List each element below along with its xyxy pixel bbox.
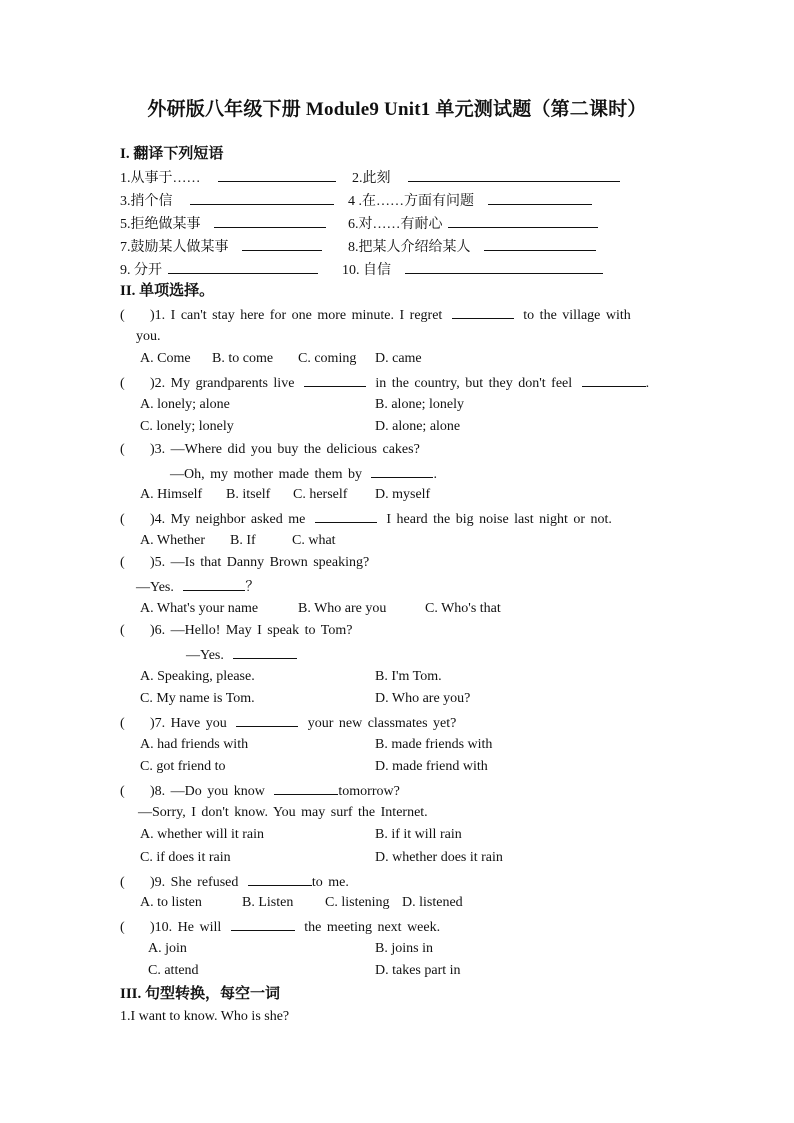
question-1 xyxy=(120,305,631,323)
question-stem: )10. He will xyxy=(150,920,222,935)
option-c[interactable]: C. coming xyxy=(298,351,357,366)
option-d[interactable]: D. came xyxy=(375,351,422,366)
phrase-label: 7.鼓励某人做某事 xyxy=(120,240,229,255)
question-3 xyxy=(120,441,420,459)
answer-blank[interactable] xyxy=(484,237,596,251)
option-d[interactable]: D. alone; alone xyxy=(375,419,461,434)
answer-paren[interactable]: ( xyxy=(120,784,125,799)
option-d[interactable]: D. listened xyxy=(402,895,463,910)
question-5-reply xyxy=(136,577,259,595)
answer-paren[interactable]: ( xyxy=(120,875,125,890)
option-b[interactable]: B. if it will rain xyxy=(375,827,462,842)
option-b[interactable]: B. alone; lonely xyxy=(375,397,465,412)
answer-blank[interactable] xyxy=(233,645,297,659)
answer-blank[interactable] xyxy=(236,713,298,727)
question-6-reply xyxy=(186,645,297,663)
phrase-item xyxy=(348,214,598,232)
option-b[interactable]: B. to come xyxy=(212,351,274,366)
option-b[interactable]: B. made friends with xyxy=(375,737,493,752)
answer-paren[interactable]: ( xyxy=(120,308,125,323)
answer-blank[interactable] xyxy=(242,237,322,251)
question-stem-end: I heard the big noise last night or not. xyxy=(386,512,612,527)
option-a[interactable]: A. lonely; alone xyxy=(140,397,230,412)
option-a[interactable]: A. What's your name xyxy=(140,601,259,616)
phrase-item xyxy=(348,191,592,209)
phrase-label: 4 .在……方面有问题 xyxy=(348,194,474,209)
section-1-heading: I. 翻译下列短语 xyxy=(120,146,224,162)
option-c[interactable]: C. My name is Tom. xyxy=(140,691,255,706)
answer-blank[interactable] xyxy=(183,577,245,591)
phrase-item xyxy=(352,168,620,186)
answer-blank[interactable] xyxy=(231,917,295,931)
option-c[interactable]: C. lonely; lonely xyxy=(140,419,234,434)
answer-blank[interactable] xyxy=(168,260,318,274)
question-stem: )5. —Is that Danny Brown speaking? xyxy=(150,555,370,570)
phrase-item xyxy=(348,237,596,255)
question-stem: )4. My neighbor asked me xyxy=(150,512,306,527)
reply-end: . xyxy=(433,467,437,482)
question-stem-end: tomorrow? xyxy=(338,784,400,799)
reply-text: —Oh, my mother made them by xyxy=(170,467,362,482)
phrase-label: 6.对……有耐心 xyxy=(348,217,443,232)
phrase-label: 5.拒绝做某事 xyxy=(120,217,201,232)
question-stem-end: . xyxy=(645,376,650,391)
phrase-label: 3.捎个信 xyxy=(120,194,173,209)
phrase-item xyxy=(342,260,603,278)
answer-blank[interactable] xyxy=(218,168,336,182)
phrase-label: 1.从事于…… xyxy=(120,171,201,186)
question-stem: )6. —Hello! May I speak to Tom? xyxy=(150,623,353,638)
answer-blank[interactable] xyxy=(405,260,603,274)
option-c[interactable]: C. herself xyxy=(293,487,348,502)
phrase-item xyxy=(120,191,334,209)
phrase-label: 9. 分开 xyxy=(120,263,162,278)
phrase-label: 2.此刻 xyxy=(352,171,391,186)
answer-paren[interactable]: ( xyxy=(120,920,125,935)
question-8 xyxy=(120,781,400,799)
question-stem: )3. —Where did you buy the delicious cakes? xyxy=(150,442,420,457)
option-c[interactable]: C. what xyxy=(292,533,336,548)
option-c[interactable]: C. Who's that xyxy=(425,601,501,616)
answer-paren[interactable]: ( xyxy=(120,512,125,527)
phrase-item xyxy=(120,214,326,232)
question-stem-end: the meeting next week. xyxy=(304,920,441,935)
phrase-item xyxy=(120,260,318,278)
answer-blank[interactable] xyxy=(582,373,646,387)
option-b[interactable]: B. If xyxy=(230,533,256,548)
answer-paren[interactable]: ( xyxy=(120,623,125,638)
option-c[interactable]: C. listening xyxy=(325,895,390,910)
option-a[interactable]: A. Whether xyxy=(140,533,206,548)
option-d[interactable]: D. made friend with xyxy=(375,759,488,774)
reply-end: ？ xyxy=(245,580,260,595)
answer-blank[interactable] xyxy=(274,781,338,795)
answer-blank[interactable] xyxy=(408,168,620,182)
question-stem-middle: in the country, but they don't feel xyxy=(375,376,573,391)
section-2-heading: II. 单项选择。 xyxy=(120,283,215,299)
option-b[interactable]: B. Who are you xyxy=(298,601,387,616)
transform-item: 1.I want to know. Who is she? xyxy=(120,1009,290,1024)
question-stem: )7. Have you xyxy=(150,716,227,731)
option-a[interactable]: A. whether will it rain xyxy=(140,827,265,842)
phrase-item xyxy=(120,237,322,255)
option-b[interactable]: B. itself xyxy=(226,487,271,502)
option-c[interactable]: C. got friend to xyxy=(140,759,226,774)
answer-blank[interactable] xyxy=(214,214,326,228)
option-b[interactable]: B. I'm Tom. xyxy=(375,669,442,684)
question-8-reply: —Sorry, I don't know. You may surf the Internet. xyxy=(138,805,428,820)
question-9 xyxy=(120,872,349,890)
option-a[interactable]: A. Come xyxy=(140,351,191,366)
option-c[interactable]: C. attend xyxy=(148,963,199,978)
option-a[interactable]: A. to listen xyxy=(140,895,202,910)
section-3-heading: III. 句型转换，每空一词 xyxy=(120,986,281,1002)
option-b[interactable]: B. Listen xyxy=(242,895,294,910)
phrase-label: 10. 自信 xyxy=(342,263,391,278)
answer-blank[interactable] xyxy=(304,373,366,387)
answer-blank[interactable] xyxy=(371,464,433,478)
option-d[interactable]: D. takes part in xyxy=(375,963,461,978)
question-stem: )8. —Do you know xyxy=(150,784,265,799)
answer-paren[interactable]: ( xyxy=(120,376,125,391)
option-d[interactable]: D. Who are you? xyxy=(375,691,471,706)
question-6 xyxy=(120,622,352,640)
answer-blank[interactable] xyxy=(452,305,514,319)
question-stem: )1. I can't stay here for one more minute. I regret xyxy=(150,308,443,323)
answer-paren[interactable]: ( xyxy=(120,442,125,457)
question-stem-continued: you. xyxy=(136,329,161,344)
question-stem: )9. She refused xyxy=(150,875,239,890)
answer-blank[interactable] xyxy=(315,509,377,523)
question-2 xyxy=(120,373,649,391)
answer-blank[interactable] xyxy=(190,191,334,205)
option-d[interactable]: D. myself xyxy=(375,487,431,502)
question-stem-end: to me. xyxy=(311,875,349,890)
phrase-item xyxy=(120,168,336,186)
phrase-label: 8.把某人介绍给某人 xyxy=(348,240,471,255)
option-c[interactable]: C. if does it rain xyxy=(140,850,231,865)
option-a[interactable]: A. Speaking, please. xyxy=(140,669,255,684)
question-stem-end: to the village with xyxy=(523,308,631,323)
option-a[interactable]: A. had friends with xyxy=(140,737,249,752)
question-4 xyxy=(120,509,612,527)
option-b[interactable]: B. joins in xyxy=(375,941,433,956)
question-stem: )2. My grandparents live xyxy=(150,376,295,391)
question-stem-end: your new classmates yet? xyxy=(307,716,457,731)
question-7 xyxy=(120,713,456,731)
question-3-reply xyxy=(170,464,437,482)
question-5 xyxy=(120,554,369,572)
answer-paren[interactable]: ( xyxy=(120,716,125,731)
reply-text: —Yes. xyxy=(136,580,174,595)
option-d[interactable]: D. whether does it rain xyxy=(375,850,503,865)
question-10 xyxy=(120,917,440,935)
answer-blank[interactable] xyxy=(448,214,598,228)
answer-blank[interactable] xyxy=(248,872,312,886)
answer-paren[interactable]: ( xyxy=(120,555,125,570)
option-a[interactable]: A. join xyxy=(148,941,187,956)
answer-blank[interactable] xyxy=(488,191,592,205)
page-title: 外研版八年级下册 Module9 Unit1 单元测试题（第二课时） xyxy=(147,99,647,120)
option-a[interactable]: A. Himself xyxy=(140,487,203,502)
reply-text: —Yes. xyxy=(186,648,224,663)
